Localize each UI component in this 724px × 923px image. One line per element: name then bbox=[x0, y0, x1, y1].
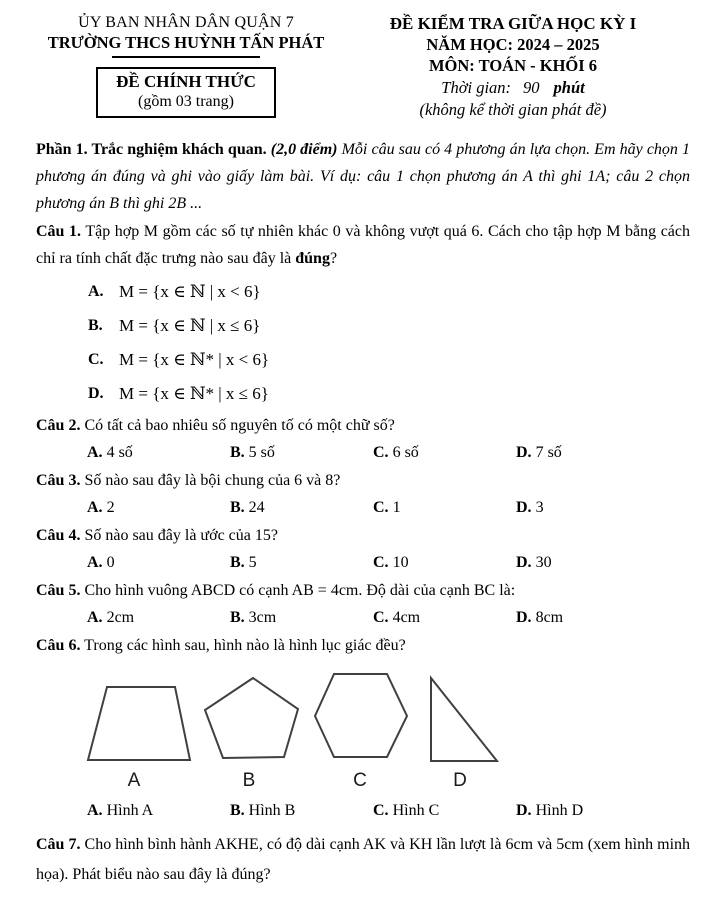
question-5-label: Câu 5. bbox=[36, 582, 81, 599]
question-5 bbox=[36, 577, 690, 604]
option-letter: A. bbox=[87, 554, 103, 571]
option-letter: B. bbox=[230, 609, 245, 626]
option-letter: B. bbox=[230, 554, 245, 571]
question-4-options bbox=[87, 549, 690, 576]
option-text: 5 số bbox=[248, 444, 275, 461]
question-1-text: Tập hợp M gồm các số tự nhiên khác 0 và không vượt quá 6. Cách cho tập hợp M bằng cách chỉ ra tính chất đặc trưng nào sau đây là bbox=[36, 223, 691, 267]
duration-unit: phút bbox=[553, 78, 585, 97]
option-text: Hình D bbox=[535, 802, 584, 819]
option-text: 6 số bbox=[392, 444, 419, 461]
question-1 bbox=[36, 218, 690, 272]
q2-option-d bbox=[516, 439, 562, 466]
option-letter: B. bbox=[230, 444, 245, 461]
official-exam-box bbox=[96, 67, 276, 118]
exam-title: ĐỀ KIỂM TRA GIỮA HỌC KỲ I bbox=[389, 14, 637, 33]
option-letter: D. bbox=[88, 385, 104, 402]
part1-points: (2,0 điểm) bbox=[270, 141, 338, 158]
question-4-text: Số nào sau đây là ước của 15? bbox=[84, 527, 278, 544]
option-letter: A. bbox=[88, 283, 104, 300]
option-text: 2cm bbox=[106, 609, 135, 626]
q5-option-d bbox=[516, 604, 563, 631]
option-text: 1 bbox=[392, 499, 401, 516]
page-count-note: (gồm 03 trang) bbox=[138, 93, 234, 110]
official-exam-title: ĐỀ CHÍNH THỨC bbox=[116, 72, 256, 91]
q4-option-d bbox=[516, 549, 552, 576]
option-letter: D. bbox=[516, 802, 532, 819]
option-text: 4cm bbox=[392, 609, 421, 626]
question-7-text: Cho hình bình hành AKHE, có độ dài cạnh AK và KH lần lượt là 6cm và 5cm (xem hình minh họa). Phát biểu nào sau đây là đúng? bbox=[36, 836, 691, 883]
option-text: 10 bbox=[392, 554, 409, 571]
duration-note: (không kể thời gian phát đề) bbox=[419, 100, 607, 119]
q3-option-a bbox=[87, 494, 230, 521]
question-7 bbox=[36, 830, 690, 890]
question-1-emphasis: đúng bbox=[295, 250, 330, 267]
option-letter: D. bbox=[516, 499, 532, 516]
q2-option-c bbox=[373, 439, 516, 466]
question-2 bbox=[36, 412, 690, 439]
question-7-label: Câu 7. bbox=[36, 836, 81, 853]
q6-figure bbox=[60, 663, 530, 791]
question-6-text: Trong các hình sau, hình nào là hình lục giác đều? bbox=[84, 637, 406, 654]
part1-instructions: Mỗi câu sau có 4 phương án lựa chọn. Em hãy chọn 1 phương án đúng và ghi vào giấy làm bài. Ví dụ: câu 1 chọn phương án A thì ghi 1A; câu 2 chọn phương án B thì ghi 2B ... bbox=[36, 141, 691, 212]
option-text: 3 bbox=[535, 499, 544, 516]
q6-option-d bbox=[516, 797, 583, 824]
question-5-options bbox=[87, 604, 690, 631]
q1-option-d bbox=[88, 377, 690, 411]
set-formula: M = {x ∈ ℕ* | x ≤ 6} bbox=[119, 384, 269, 403]
set-formula: M = {x ∈ ℕ | x < 6} bbox=[119, 282, 261, 301]
option-text: 2 bbox=[106, 499, 115, 516]
q3-option-b bbox=[230, 494, 373, 521]
duration-line bbox=[336, 78, 690, 98]
shape-label-d: D bbox=[453, 770, 467, 791]
question-1-text-end: ? bbox=[329, 250, 338, 267]
option-letter: A. bbox=[87, 609, 103, 626]
q5-option-a bbox=[87, 604, 230, 631]
question-1-label: Câu 1. bbox=[36, 223, 82, 240]
part1-heading: Phần 1. Trắc nghiệm khách quan. bbox=[36, 141, 267, 158]
pentagon-shape bbox=[205, 678, 298, 758]
duration-label: Thời gian: bbox=[441, 78, 512, 97]
shape-label-c: C bbox=[353, 770, 367, 791]
option-letter: B. bbox=[230, 499, 245, 516]
option-text: 5 bbox=[248, 554, 257, 571]
option-letter: D. bbox=[516, 609, 532, 626]
q5-option-b bbox=[230, 604, 373, 631]
question-3-options bbox=[87, 494, 690, 521]
option-text: 30 bbox=[535, 554, 552, 571]
q1-option-c bbox=[88, 343, 690, 377]
hexagon-shape bbox=[315, 674, 407, 757]
q6-option-c bbox=[373, 797, 516, 824]
option-letter: A. bbox=[87, 499, 103, 516]
option-letter: C. bbox=[373, 444, 389, 461]
option-text: 4 số bbox=[106, 444, 133, 461]
question-3-label: Câu 3. bbox=[36, 472, 81, 489]
question-2-label: Câu 2. bbox=[36, 417, 81, 434]
question-3 bbox=[36, 467, 690, 494]
option-text: 0 bbox=[106, 554, 115, 571]
option-text: Hình A bbox=[106, 802, 154, 819]
option-letter: C. bbox=[373, 802, 389, 819]
option-letter: C. bbox=[373, 609, 389, 626]
q1-option-a bbox=[88, 275, 690, 309]
school-name: TRƯỜNG THCS HUỲNH TẤN PHÁT bbox=[47, 33, 325, 52]
set-formula: M = {x ∈ ℕ | x ≤ 6} bbox=[119, 316, 261, 335]
question-2-options bbox=[87, 439, 690, 466]
question-2-text: Có tất cả bao nhiêu số nguyên tố có một chữ số? bbox=[84, 417, 395, 434]
question-4 bbox=[36, 522, 690, 549]
q3-option-d bbox=[516, 494, 544, 521]
option-letter: A. bbox=[87, 802, 103, 819]
q2-option-a bbox=[87, 439, 230, 466]
exam-header bbox=[36, 14, 690, 120]
option-text: Hình B bbox=[248, 802, 296, 819]
option-letter: D. bbox=[516, 444, 532, 461]
option-text: 7 số bbox=[535, 444, 562, 461]
q4-option-b bbox=[230, 549, 373, 576]
q6-option-b bbox=[230, 797, 373, 824]
question-6-label: Câu 6. bbox=[36, 637, 81, 654]
option-text: 3cm bbox=[248, 609, 277, 626]
header-right-block bbox=[336, 14, 690, 120]
option-letter: C. bbox=[88, 351, 104, 368]
q4-option-c bbox=[373, 549, 516, 576]
option-text: 24 bbox=[248, 499, 265, 516]
q4-option-a bbox=[87, 549, 230, 576]
option-letter: B. bbox=[88, 317, 103, 334]
shape-label-b: B bbox=[242, 770, 256, 791]
duration-value: 90 bbox=[523, 78, 540, 97]
subject-grade: MÔN: TOÁN - KHỐI 6 bbox=[428, 56, 598, 75]
question-3-text: Số nào sau đây là bội chung của 6 và 8? bbox=[84, 472, 341, 489]
q3-option-c bbox=[373, 494, 516, 521]
q6-option-a bbox=[87, 797, 230, 824]
option-letter: B. bbox=[230, 802, 245, 819]
question-1-options bbox=[88, 275, 690, 411]
option-letter: C. bbox=[373, 499, 389, 516]
trapezoid-shape bbox=[88, 687, 190, 760]
option-letter: A. bbox=[87, 444, 103, 461]
q1-option-b bbox=[88, 309, 690, 343]
q2-option-b bbox=[230, 439, 373, 466]
right-triangle-shape bbox=[431, 678, 497, 761]
question-4-label: Câu 4. bbox=[36, 527, 81, 544]
header-underline-rule bbox=[112, 56, 260, 58]
school-year: NĂM HỌC: 2024 – 2025 bbox=[426, 35, 600, 54]
option-text: Hình C bbox=[392, 802, 440, 819]
header-left-block bbox=[36, 14, 336, 120]
authority-name: ỦY BAN NHÂN DÂN QUẬN 7 bbox=[78, 14, 294, 31]
q5-option-c bbox=[373, 604, 516, 631]
shape-label-a: A bbox=[127, 770, 141, 791]
part1-intro bbox=[36, 136, 690, 217]
set-formula: M = {x ∈ ℕ* | x < 6} bbox=[119, 350, 270, 369]
option-text: 8cm bbox=[535, 609, 564, 626]
option-letter: D. bbox=[516, 554, 532, 571]
question-6 bbox=[36, 632, 690, 659]
question-6-options bbox=[87, 797, 690, 824]
option-letter: C. bbox=[373, 554, 389, 571]
question-5-text: Cho hình vuông ABCD có cạnh AB = 4cm. Độ dài của cạnh BC là: bbox=[84, 582, 516, 599]
